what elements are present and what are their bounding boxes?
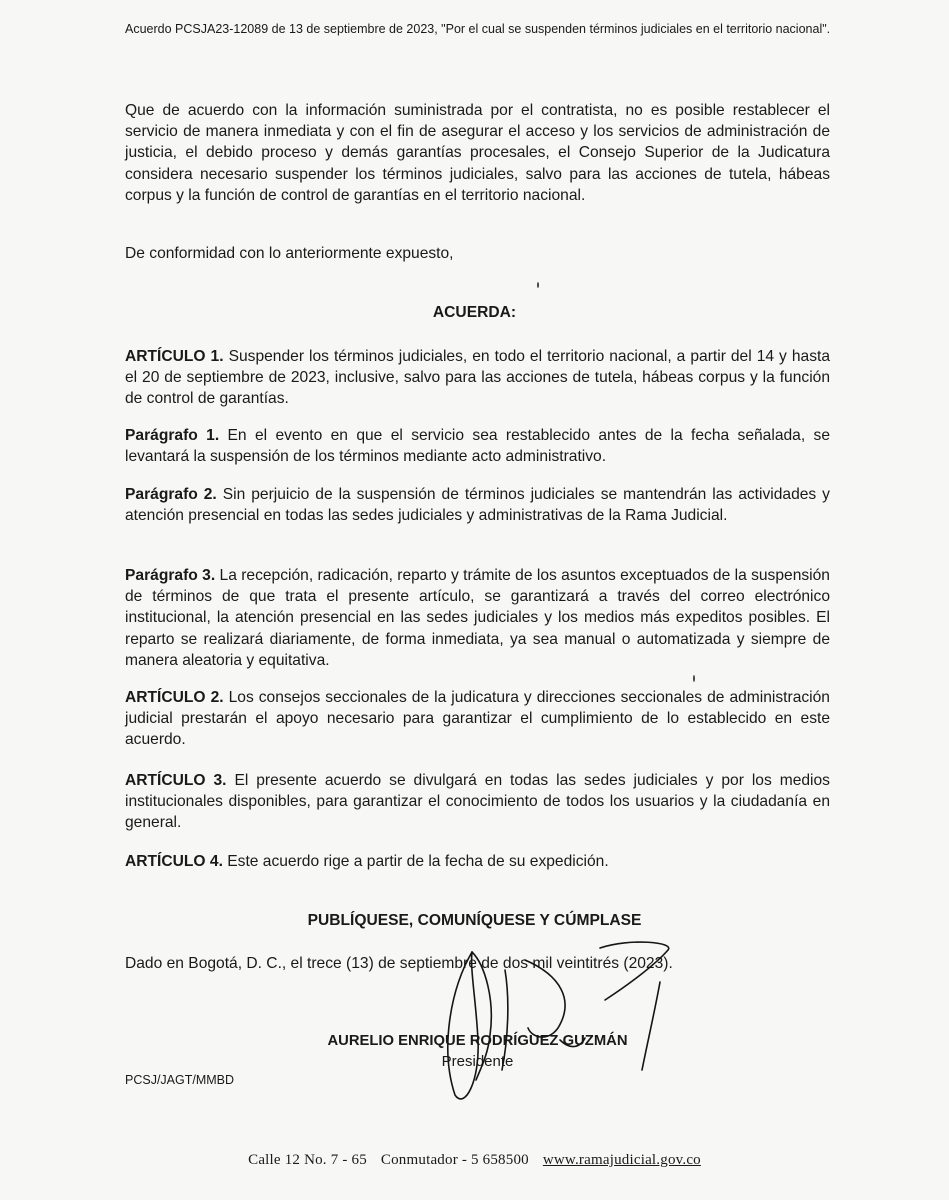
paragraph-3 bbox=[125, 565, 830, 671]
handwritten-signature bbox=[410, 930, 680, 1110]
article-2-label: ARTÍCULO 2. bbox=[125, 689, 224, 706]
article-1 bbox=[125, 346, 830, 410]
paragraph-2 bbox=[125, 484, 830, 526]
article-4-label: ARTÍCULO 4. bbox=[125, 853, 223, 870]
closing-formula: PUBLÍQUESE, COMUNÍQUESE Y CÚMPLASE bbox=[307, 912, 642, 929]
article-3 bbox=[125, 770, 830, 834]
article-2 bbox=[125, 687, 830, 751]
footer-address: Calle 12 No. 7 - 65 bbox=[248, 1152, 367, 1168]
paragraph-3-label: Parágrafo 3. bbox=[125, 567, 216, 584]
paragraph-3-text: La recepción, radicación, reparto y trámite de los asuntos exceptuados de la suspensión de términos de que trata el presente artículo, se garantizará a través del correo electrónico institucional, la atención presencial en las sedes judiciales y los medios más expeditos posibles. El reparto se realizará diariamente, de forma inmediata, ya sea manual o automatizada y siempre de manera aleatoria y equitativa. bbox=[125, 567, 830, 669]
reference-code: PCSJ/JAGT/MMBD bbox=[125, 1073, 235, 1087]
paragraph-1-text: En el evento en que el servicio sea restablecido antes de la fecha señalada, se levantará la suspensión de los términos mediante acto administrativo. bbox=[125, 427, 830, 466]
scan-speck bbox=[693, 675, 695, 682]
signatory-name: AURELIO ENRIQUE RODRÍGUEZ GUZMÁN bbox=[327, 1033, 628, 1049]
article-2-text: Los consejos seccionales de la judicatura y direcciones seccionales de administración judicial prestarán el apoyo necesario para garantizar el cumplimiento de lo establecido en este acuerdo. bbox=[125, 689, 830, 749]
article-1-text: Suspender los términos judiciales, en todo el territorio nacional, a partir del 14 y hasta el 20 de septiembre de 2023, inclusive, salvo para las acciones de tutela, hábeas corpus y la función de control de garantías. bbox=[125, 348, 830, 408]
paragraph-2-text: Sin perjuicio de la suspensión de términos judiciales se mantendrán las actividades y atención presencial en todas las sedes judiciales y administrativas de la Rama Judicial. bbox=[125, 486, 830, 525]
dated-line: Dado en Bogotá, D. C., el trece (13) de septiembre de dos mil veintitrés (2023). bbox=[125, 955, 673, 972]
article-3-label: ARTÍCULO 3. bbox=[125, 772, 227, 789]
footer-website[interactable]: www.ramajudicial.gov.co bbox=[542, 1152, 701, 1168]
footer-phone: Conmutador - 5 658500 bbox=[380, 1152, 529, 1168]
article-4-text: Este acuerdo rige a partir de la fecha de su expedición. bbox=[227, 853, 609, 870]
paragraph-2-label: Parágrafo 2. bbox=[125, 486, 217, 503]
article-1-label: ARTÍCULO 1. bbox=[125, 348, 224, 365]
paragraph-1-label: Parágrafo 1. bbox=[125, 427, 220, 444]
article-3-text: El presente acuerdo se divulgará en todas las sedes judiciales y por los medios institucionales disponibles, para garantizar el conocimiento de todos los usuarios y la ciudadanía en general. bbox=[125, 772, 830, 832]
article-4 bbox=[125, 851, 830, 872]
paragraph-1 bbox=[125, 425, 830, 467]
page-footer bbox=[0, 1150, 949, 1170]
scan-speck bbox=[537, 282, 539, 288]
conformity-line: De conformidad con lo anteriormente expuesto, bbox=[125, 245, 454, 262]
intro-paragraph: Que de acuerdo con la información suministrada por el contratista, no es posible restablecer el servicio de manera inmediata y con el fin de asegurar el acceso y los servicios de administración de justicia, el debido proceso y demás garantías procesales, el Consejo Superior de la Judicatura considera necesario suspender los términos judiciales, salvo para las acciones de tutela, hábeas corpus y la función de control de garantías en el territorio nacional. bbox=[125, 102, 830, 204]
signatory-role: Presidente bbox=[441, 1053, 514, 1070]
acuerda-heading: ACUERDA: bbox=[432, 304, 517, 321]
document-header: Acuerdo PCSJA23-12089 de 13 de septiembre de 2023, "Por el cual se suspenden términos judiciales en el territorio nacional". bbox=[125, 22, 831, 36]
